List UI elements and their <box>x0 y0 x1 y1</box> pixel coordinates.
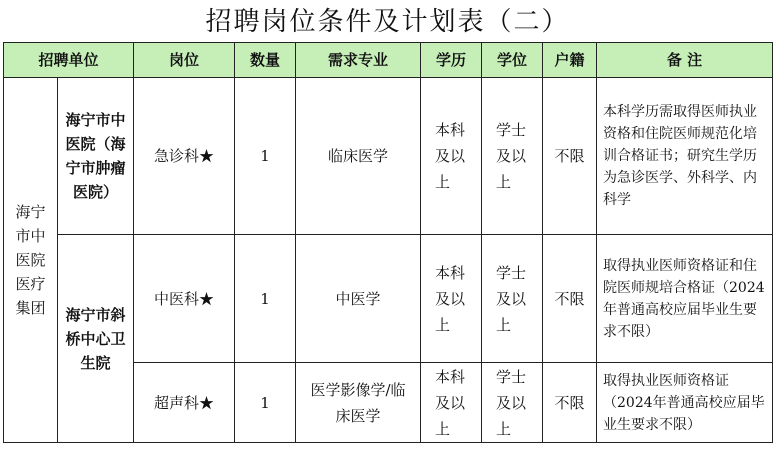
post-cell: 急诊科★ <box>134 78 235 235</box>
post-cell: 中医科★ <box>134 235 235 363</box>
table-row <box>4 78 773 235</box>
table-row <box>4 235 773 363</box>
header-major: 需求专业 <box>296 43 421 78</box>
major-cell <box>296 363 421 443</box>
recruitment-table <box>3 42 773 443</box>
major-cell: 中医学 <box>296 235 421 363</box>
group-name: 海宁市中医院医疗集团 <box>15 203 46 317</box>
header-degree: 学位 <box>482 43 543 78</box>
hukou-cell: 不限 <box>543 235 597 363</box>
count-cell: 1 <box>235 78 296 235</box>
education-text: 本科及以上 <box>435 263 466 334</box>
page-title: 招聘岗位条件及计划表（二） <box>205 7 570 37</box>
unit-cell <box>58 235 134 443</box>
header-post: 岗位 <box>134 43 235 78</box>
degree-cell <box>482 78 543 235</box>
header-note: 备 注 <box>597 43 773 78</box>
note-cell: 取得执业医师资格证和住院医师规培合格证（2024年普通高校应届毕业生要求不限） <box>597 235 773 363</box>
header-unit: 招聘单位 <box>4 43 134 78</box>
group-cell <box>4 78 58 443</box>
degree-text: 学士及以上 <box>496 121 527 191</box>
major-cell: 临床医学 <box>296 78 421 235</box>
note-cell: 本科学历需取得医师执业资格和住院医师规范化培训合格证书；研究生学历为急诊医学、外科学、内科学 <box>597 78 773 235</box>
degree-cell <box>482 363 543 443</box>
hukou-cell: 不限 <box>543 363 597 443</box>
degree-text: 学士及以上 <box>496 367 527 438</box>
header-education: 学历 <box>421 43 482 78</box>
unit-cell <box>58 78 134 235</box>
header-count: 数量 <box>235 43 296 78</box>
degree-cell <box>482 235 543 363</box>
header-row <box>4 43 773 78</box>
note-cell: 取得执业医师资格证（2024年普通高校应届毕业生要求不限） <box>597 363 773 443</box>
education-text: 本科及以上 <box>435 367 466 438</box>
count-cell: 1 <box>235 235 296 363</box>
education-cell <box>421 235 482 363</box>
education-text: 本科及以上 <box>435 121 466 191</box>
unit-name: 海宁市中医院（海宁市肿瘤医院） <box>65 111 126 201</box>
education-cell <box>421 78 482 235</box>
count-cell: 1 <box>235 363 296 443</box>
unit-name: 海宁市斜桥中心卫生院 <box>65 305 126 372</box>
hukou-cell: 不限 <box>543 78 597 235</box>
degree-text: 学士及以上 <box>496 263 527 334</box>
header-hukou: 户籍 <box>543 43 597 78</box>
post-cell: 超声科★ <box>134 363 235 443</box>
education-cell <box>421 363 482 443</box>
major-text: 医学影像学/临床医学 <box>310 380 406 425</box>
